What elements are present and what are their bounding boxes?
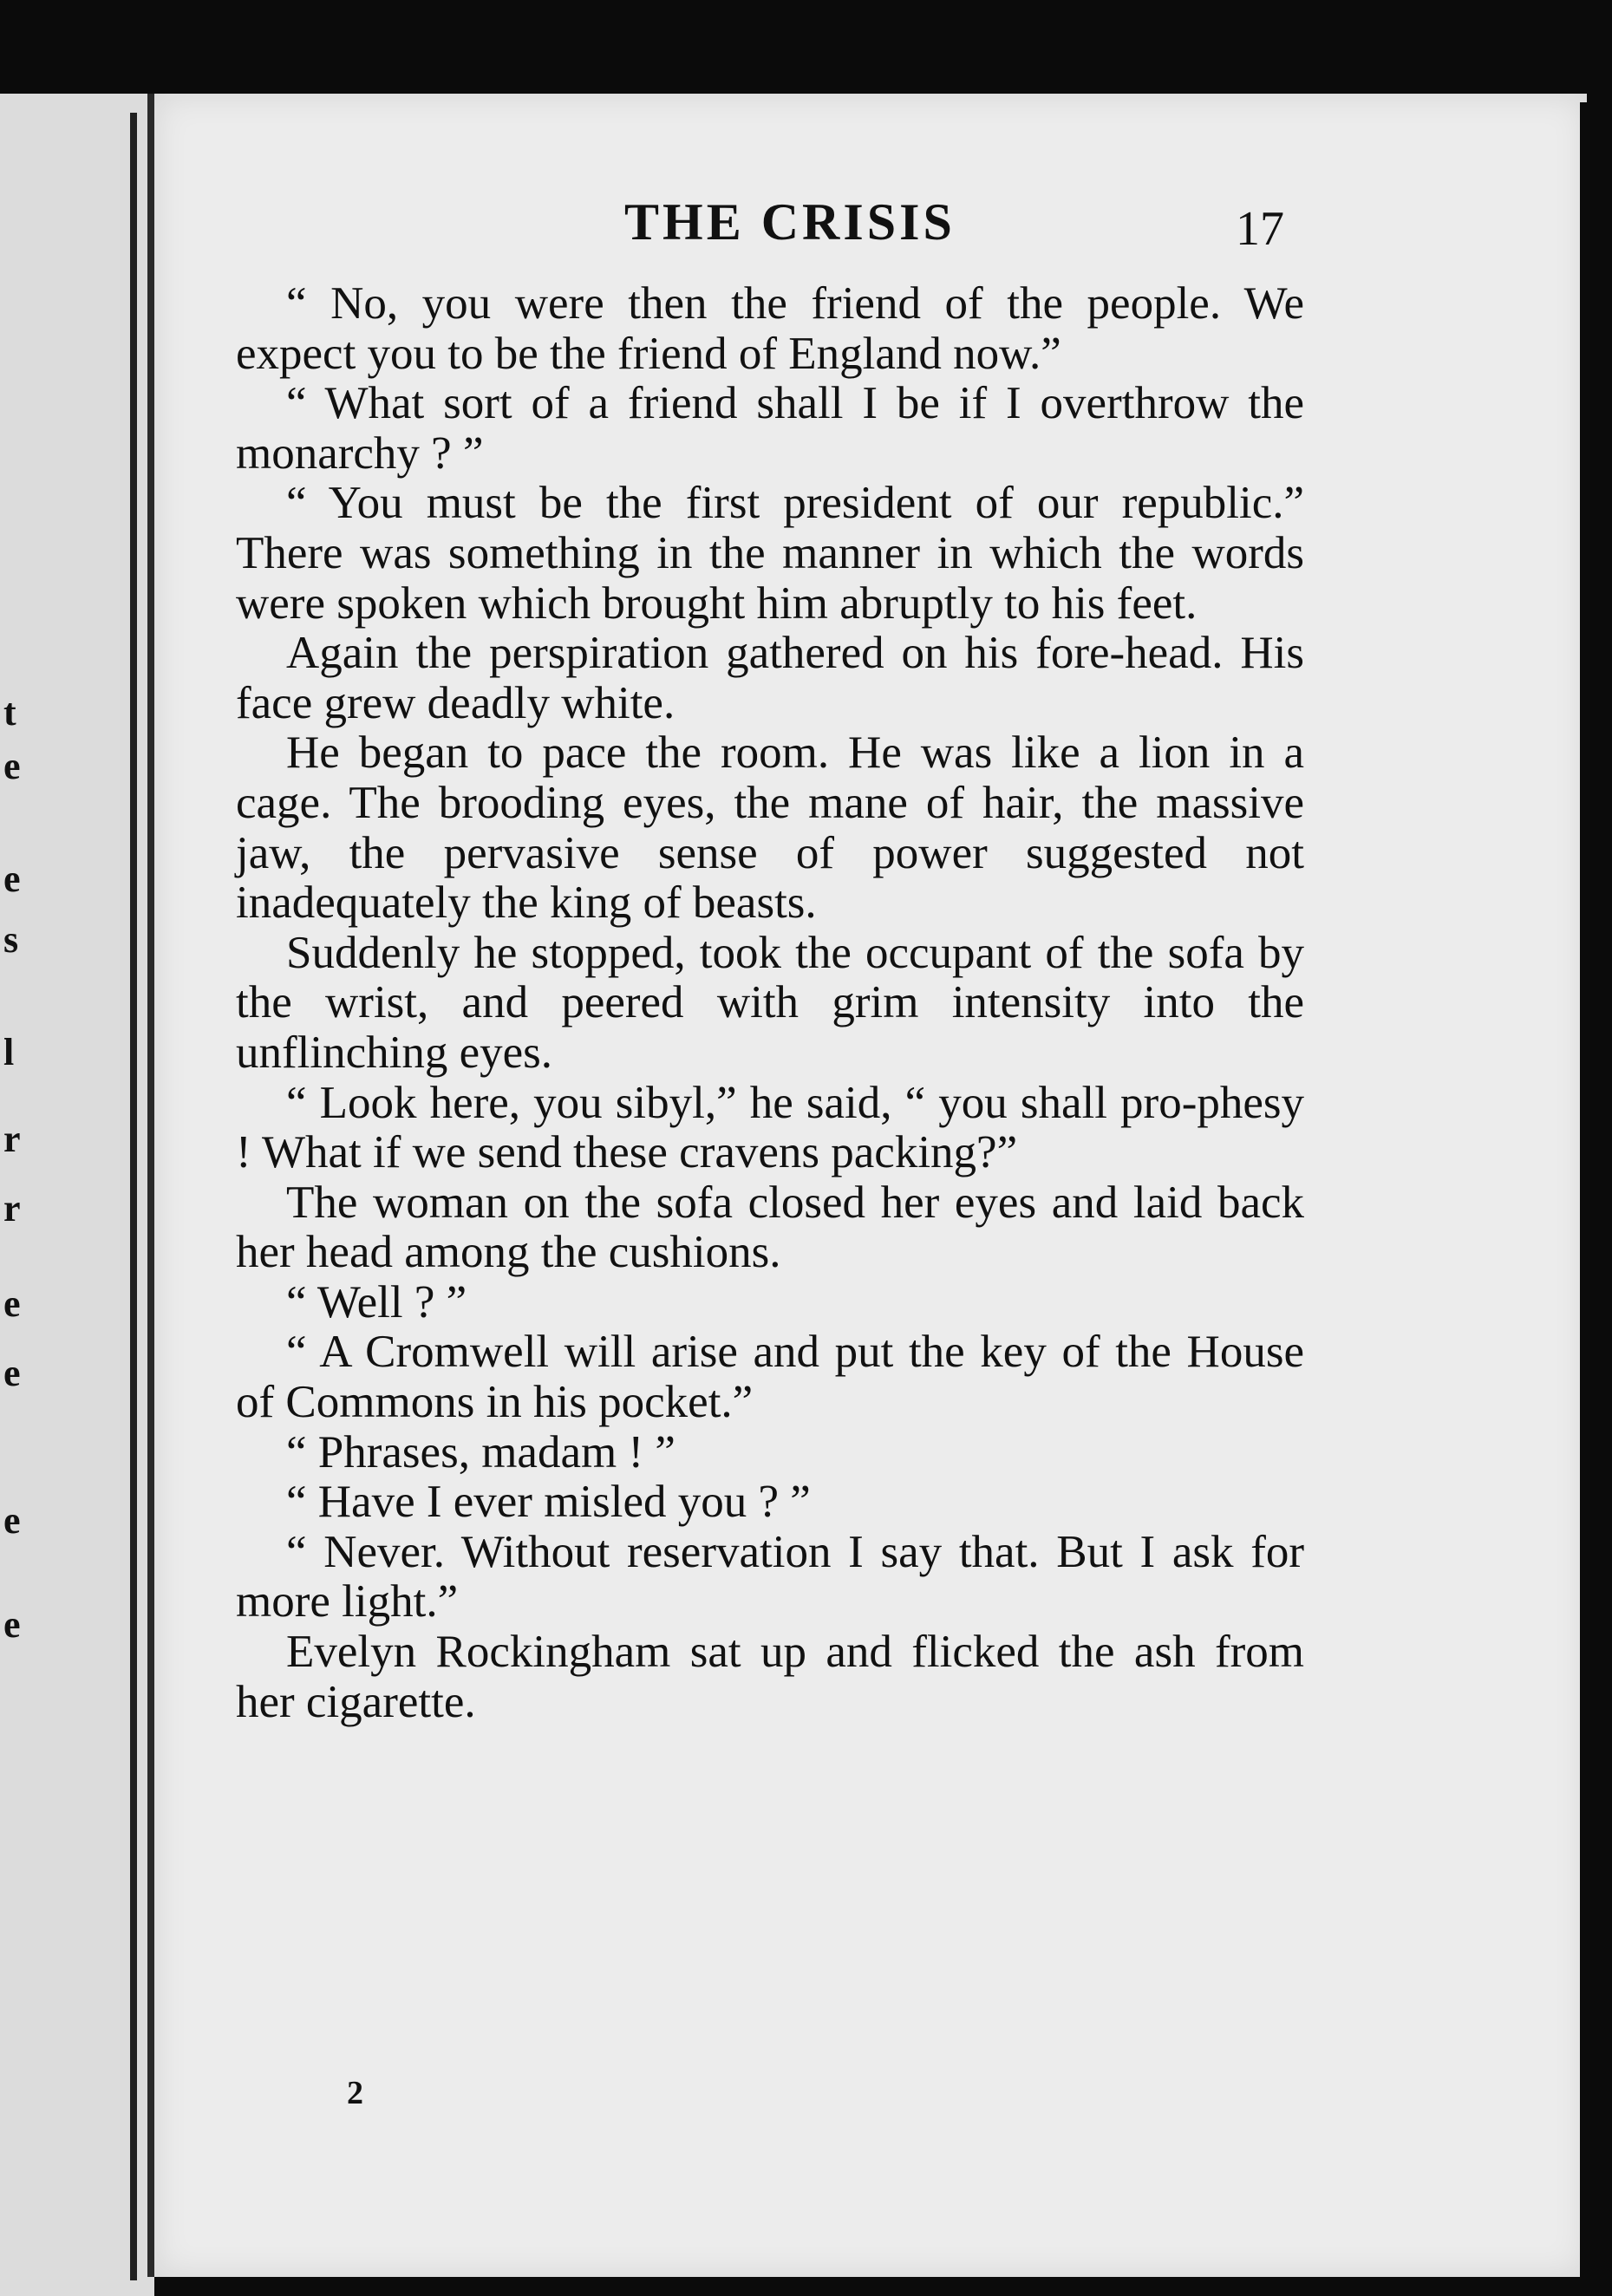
paragraph: Suddenly he stopped, took the occupant of the sofa by the wrist, and peered with grim intensity into the unflinching eyes.	[236, 927, 1304, 1078]
paragraph: “ What sort of a friend shall I be if I overthrow the monarchy ? ”	[236, 378, 1304, 479]
paragraph: “ Phrases, madam ! ”	[286, 1426, 675, 1477]
scan-border	[1580, 102, 1612, 2296]
body-text	[236, 279, 1304, 1727]
page-number: 17	[1236, 202, 1284, 256]
paragraph: The woman on the sofa closed her eyes and laid back her head among the cushions.	[236, 1177, 1304, 1278]
edge-mark: s	[3, 918, 19, 961]
paragraph: He began to pace the room. He was like a lion in a cage. The brooding eyes, the mane of hair, the massive jaw, the pervasive sense of power suggested not inadequately the king of beasts.	[236, 727, 1304, 929]
edge-mark: e	[3, 858, 21, 900]
edge-mark: e	[3, 1499, 21, 1542]
paragraph: “ No, you were then the friend of the people. We expect you to be the friend of England now.”	[236, 278, 1304, 379]
edge-mark: r	[3, 1118, 21, 1160]
edge-mark: e	[3, 745, 21, 787]
paragraph: “ Well ? ”	[286, 1276, 467, 1327]
paragraph: “ Look here, you sibyl,” he said, “ you shall pro-phesy ! What if we send these cravens packing?”	[236, 1077, 1304, 1178]
edge-mark: e	[3, 1352, 21, 1394]
signature-mark: 2	[347, 2075, 363, 2111]
paragraph: “ Never. Without reservation I say that. But I ask for more light.”	[236, 1526, 1304, 1627]
paragraph: Evelyn Rockingham sat up and flicked the ash from her cigarette.	[236, 1627, 1304, 1727]
edge-mark: e	[3, 1603, 21, 1646]
paragraph: “ Have I ever misled you ? ”	[286, 1477, 811, 1528]
paragraph: “ A Cromwell will arise and put the key of the House of Commons in his pocket.”	[236, 1327, 1304, 1428]
edge-mark: r	[3, 1187, 21, 1230]
edge-mark: e	[3, 1282, 21, 1325]
left-page-edge-marks	[0, 94, 26, 2296]
edge-mark: l	[3, 1031, 15, 1073]
running-head: THE CRISIS	[624, 193, 956, 251]
paragraph: Again the perspiration gathered on his fore-head. His face grew deadly white.	[236, 628, 1304, 728]
paragraph: “ You must be the first president of our republic.” There was something in the manner in which the words were spoken which brought him abruptly to his feet.	[236, 478, 1304, 629]
book-spine-shadow	[130, 113, 137, 2280]
edge-mark: t	[3, 691, 16, 734]
